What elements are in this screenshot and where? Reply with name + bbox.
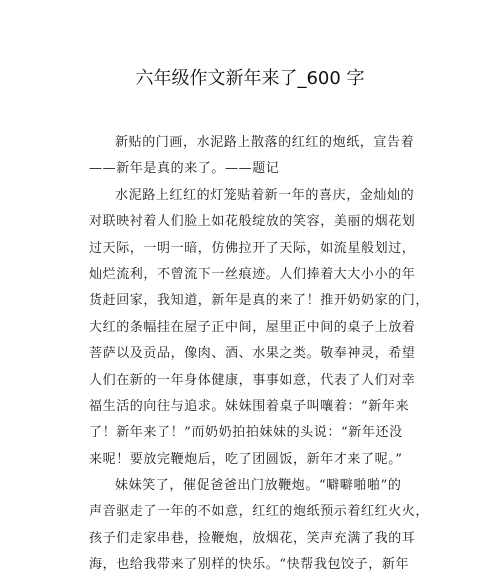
text-line: 灿烂流利，不曾流下一丝痕迹。人们捧着大大小小的年 — [89, 266, 416, 282]
text-line: 新贴的门画，水泥路上散落的红红的炮纸，宣告着 — [115, 135, 415, 150]
text-line: 声音驱走了一年的不如意，红红的炮纸预示着红红火火， — [89, 504, 430, 520]
text-line: 福生活的向往与追求。妹妹围着桌子叫嚷着：“新年来 — [89, 398, 410, 414]
text-line: 妹妹笑了，催促爸爸出门放鞭炮。“噼噼啪啪”的 — [115, 478, 402, 494]
text-line: 菩萨以及贡品，像肉、酒、水果之类。敬奉神灵，希望 — [89, 346, 416, 362]
text-line: 孩子们走家串巷，捡鞭炮，放烟花，笑声充满了我的耳 — [89, 530, 416, 546]
text-line: 了！新年来了！”而奶奶拍拍妹妹的头说：“新年还没 — [89, 425, 403, 441]
document-body — [89, 130, 430, 579]
text-line: 人们在新的一年身体健康，事事如意，代表了人们对幸 — [89, 372, 416, 388]
text-line: 水泥路上红红的灯笼贴着新一年的喜庆，金灿灿的 — [115, 187, 415, 203]
text-line: ——新年是真的来了。——题记 — [89, 161, 280, 177]
text-line: 来呢！要放完鞭炮后，吃了团圆饭，新年才来了呢。” — [89, 451, 403, 467]
text-line: 过天际，一明一暗，仿佛拉开了天际，如流星般划过， — [89, 240, 416, 256]
text-line: 货赶回家，我知道，新年是真的来了！推开奶奶家的门， — [89, 293, 430, 309]
text-line: 海，也给我带来了别样的快乐。“快帮我包饺子，新年 — [89, 557, 410, 573]
document-title: 六年级作文新年来了_600 字 — [135, 68, 365, 89]
text-line: 对联映衬着人们脸上如花般绽放的笑容，美丽的烟花划 — [89, 214, 416, 230]
text-line: 大红的条幅挂在屋子正中间，屋里正中间的桌子上放着 — [89, 319, 416, 335]
